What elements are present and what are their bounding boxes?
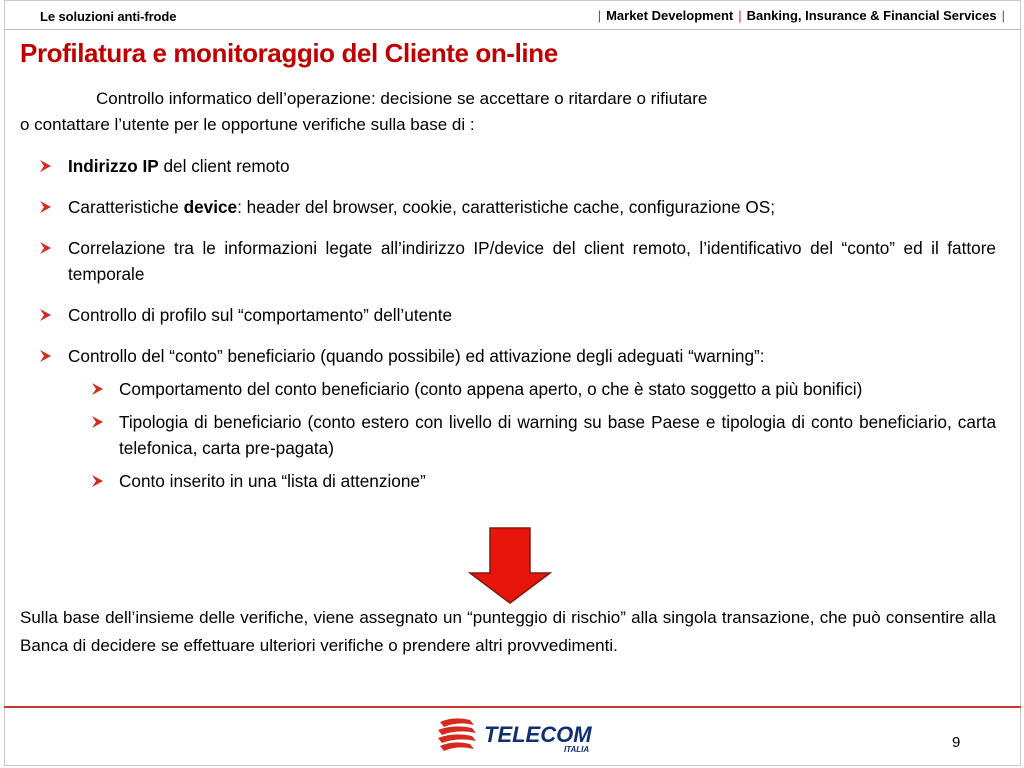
bullet-beneficiary-account [40, 343, 996, 369]
sub-bullet-account-behaviour [92, 376, 996, 402]
arrowhead-bullet-icon [40, 201, 51, 213]
bullet-text: Caratteristiche [68, 197, 184, 217]
intro-line-2: o contattare l’utente per le opportune verifiche sulla base di : [20, 115, 475, 134]
breadcrumb-separator: | [738, 8, 742, 23]
header-divider [4, 29, 1021, 30]
arrowhead-bullet-icon [92, 383, 103, 395]
breadcrumb-separator: | [597, 8, 602, 23]
breadcrumb-banking: Banking, Insurance & Financial Services [746, 8, 997, 23]
breadcrumb-separator: | [1001, 8, 1005, 23]
bullet-text: Correlazione tra le informazioni legate all’indirizzo IP/device del client remoto, l’identificativo del “conto” ed il fattore temporale [68, 238, 996, 284]
bullet-list [40, 153, 996, 501]
section-label: Le soluzioni anti-frode [40, 9, 177, 24]
sub-bullet-text: Comportamento del conto beneficiario (conto appena aperto, o che è stato soggetto a più bonifici) [119, 379, 863, 399]
bullet-behaviour-profile [40, 302, 996, 328]
page-number: 9 [952, 734, 961, 751]
bullet-keyword: Indirizzo IP [68, 156, 159, 176]
down-arrow-icon [468, 527, 552, 605]
conclusion-paragraph: Sulla base dell’insieme delle verifiche, viene assegnato un “punteggio di rischio” alla singola transazione, che può consentire alla Banca di decidere se effettuare ulteriori verifiche o prendere altri provvedimenti. [20, 608, 996, 655]
bullet-device [40, 194, 996, 220]
bullet-text: Controllo di profilo sul “comportamento” dell’utente [68, 305, 453, 325]
footer-divider [4, 706, 1021, 708]
logo-wordmark: TELECOM [484, 722, 592, 747]
arrowhead-bullet-icon [92, 475, 103, 487]
bullet-correlation [40, 235, 996, 287]
logo-subtext: ITALIA [564, 745, 590, 754]
sub-bullet-beneficiary-type [92, 409, 996, 461]
bullet-keyword: device [183, 197, 238, 217]
bullet-text: del client remoto [158, 156, 290, 176]
intro-paragraph [20, 86, 995, 138]
bullet-ip-address [40, 153, 996, 179]
arrowhead-bullet-icon [40, 350, 51, 362]
bullet-text: : header del browser, cookie, caratteristiche cache, configurazione OS; [237, 197, 775, 217]
arrowhead-bullet-icon [40, 160, 51, 172]
breadcrumb-market-development: Market Development [606, 8, 734, 23]
intro-line-1: Controllo informatico dell’operazione: decisione se accettare o ritardare o rifiutare [96, 89, 708, 108]
arrowhead-bullet-icon [92, 416, 103, 428]
arrowhead-bullet-icon [40, 309, 51, 321]
sub-bullet-text: Conto inserito in una “lista di attenzione” [119, 471, 426, 491]
bullet-text: Controllo del “conto” beneficiario (quando possibile) ed attivazione degli adeguati “warning”: [68, 346, 765, 366]
telecom-italia-logo [436, 716, 596, 756]
header-breadcrumb [593, 8, 1010, 23]
arrowhead-bullet-icon [40, 242, 51, 254]
sub-bullet-watch-list [92, 468, 996, 494]
slide-title: Profilatura e monitoraggio del Cliente on-line [20, 38, 558, 68]
sub-bullet-text: Tipologia di beneficiario (conto estero con livello di warning su base Paese e tipologia di conto beneficiario, carta telefonica, carta pre-pagata) [119, 412, 996, 458]
